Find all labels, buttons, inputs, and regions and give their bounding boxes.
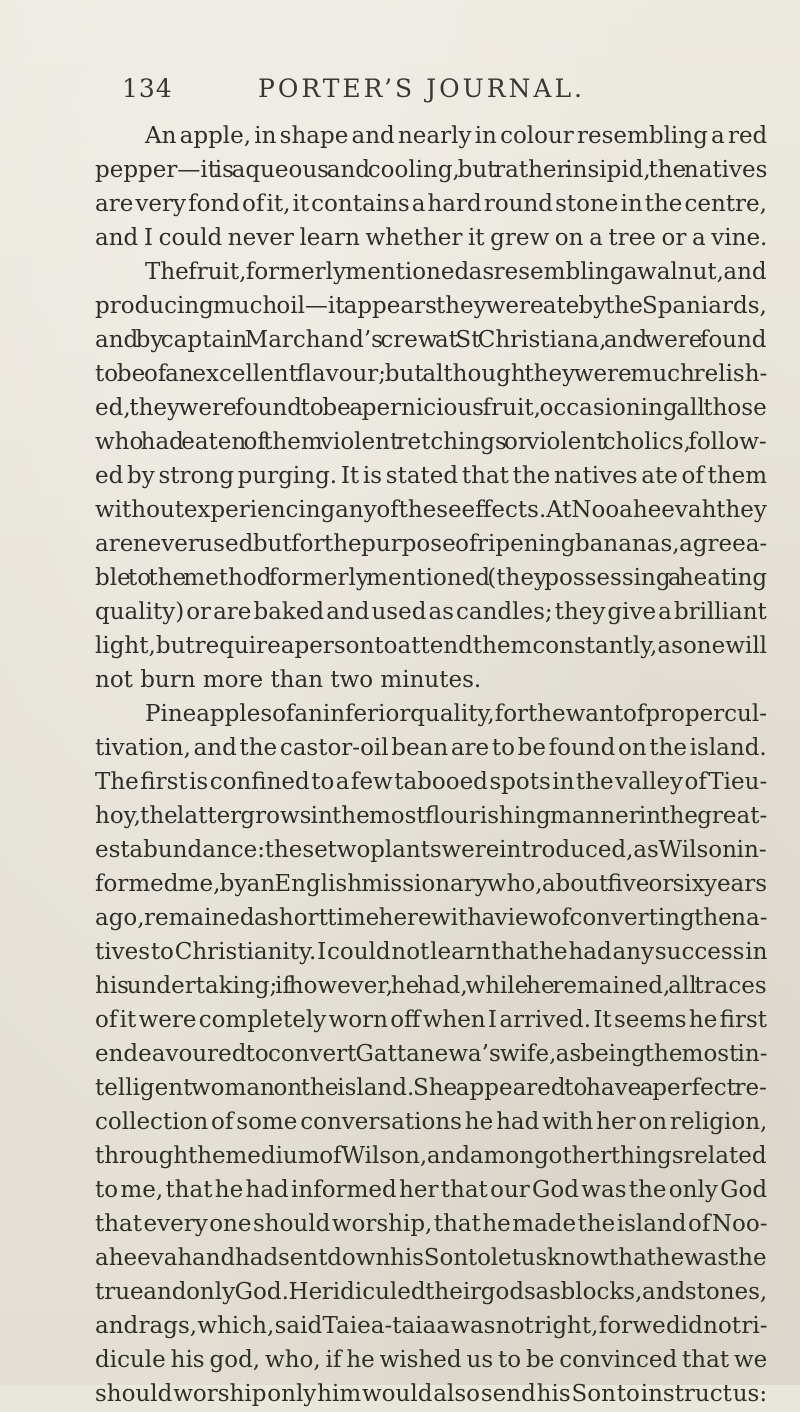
text-line: The first is confined to a few tabooed spots in the valley of Tieu- (95, 769, 768, 795)
text-line: The fruit, formerly mentioned as resembling a walnut, and (145, 259, 767, 285)
text-line: telligent woman on the island. She appeared to have a perfect re- (95, 1075, 767, 1101)
page-header (0, 74, 800, 114)
text-line: to be of an excellent flavour; but although they were much relish- (95, 361, 768, 387)
text-line: of it were completely worn off when I arrived. It seems he first (95, 1007, 768, 1033)
text-line: tives to Christianity. I could not learn that he had any success in (95, 939, 768, 965)
text-line: An apple, in shape and nearly in colour resembling a red (145, 123, 768, 149)
text-line: endeavoured to convert Gattanewa’s wife, as being the most in- (95, 1041, 768, 1067)
text-line: quality) or are baked and used as candles; they give a brilliant (95, 599, 767, 625)
text-line: through the medium of Wilson, and among other things related (95, 1143, 767, 1169)
text-line: ago, remained a short time here with a view of converting the na- (95, 905, 768, 931)
text-line: ed by strong purging. It is stated that the natives ate of them (95, 463, 768, 489)
text-line: ble to the method formerly mentioned (they possessing a heating (95, 565, 768, 591)
text-line: and by captain Marchand’s crew at St Christiana, and were found (95, 327, 767, 353)
text-line: that every one should worship, that he made the island of Noo- (95, 1211, 768, 1237)
running-head: PORTER’S JOURNAL. (258, 74, 585, 103)
text-line: aheevah and had sent down his Son to let us know that he was the (95, 1245, 767, 1271)
text-line: dicule his god, who, if he wished us to be convinced that we (95, 1347, 768, 1373)
text-line: pepper—it is aqueous and cooling, but rather insipid, the natives (95, 157, 768, 183)
text-line: producing much oil—it appears they were ate by the Spaniards, (95, 293, 767, 319)
text-line: true and only God. He ridiculed their gods as blocks, and stones, (95, 1279, 768, 1305)
text-line: light, but require a person to attend them constantly, as one will (95, 633, 768, 659)
text-line: his undertaking; if however, he had, while he remained, all traces (95, 973, 767, 999)
text-line: are never used but for the purpose of ripening bananas, agreea- (95, 531, 768, 557)
text-line: ed, they were found to be a pernicious fruit, occasioning all those (95, 395, 767, 421)
text-line: to me, that he had informed her that our God was the only God (95, 1177, 768, 1203)
text-line: not burn more than two minutes. (95, 667, 482, 693)
text-line: hoy, the latter grows in the most flourishing manner in the great- (95, 803, 768, 829)
text-line: tivation, and the castor-oil bean are to be found on the island. (95, 735, 767, 761)
text-line: are very fond of it, it contains a hard round stone in the centre, (95, 191, 767, 217)
text-line: Pine apples of an inferior quality, for the want of proper cul- (145, 701, 767, 727)
text-line: without experiencing any of these effects. At Nooaheevah they (95, 497, 767, 523)
page-number: 134 (122, 74, 173, 103)
text-line: and I could never learn whether it grew on a tree or a vine. (95, 225, 768, 251)
text-line: should worship only him would also send his Son to instruct us: (95, 1381, 768, 1407)
text-line: and rags, which, said Taiea-taiaa was not right, for we did not ri- (95, 1313, 768, 1339)
text-line: who had eaten of them violent retchings or violent cholics, follow- (95, 429, 767, 455)
text-line: est abundance: these two plants were introduced, as Wilson in- (95, 837, 767, 863)
text-line: collection of some conversations he had with her on religion, (95, 1109, 768, 1135)
text-line: formed me, by an English missionary who, about five or six years (95, 871, 768, 897)
